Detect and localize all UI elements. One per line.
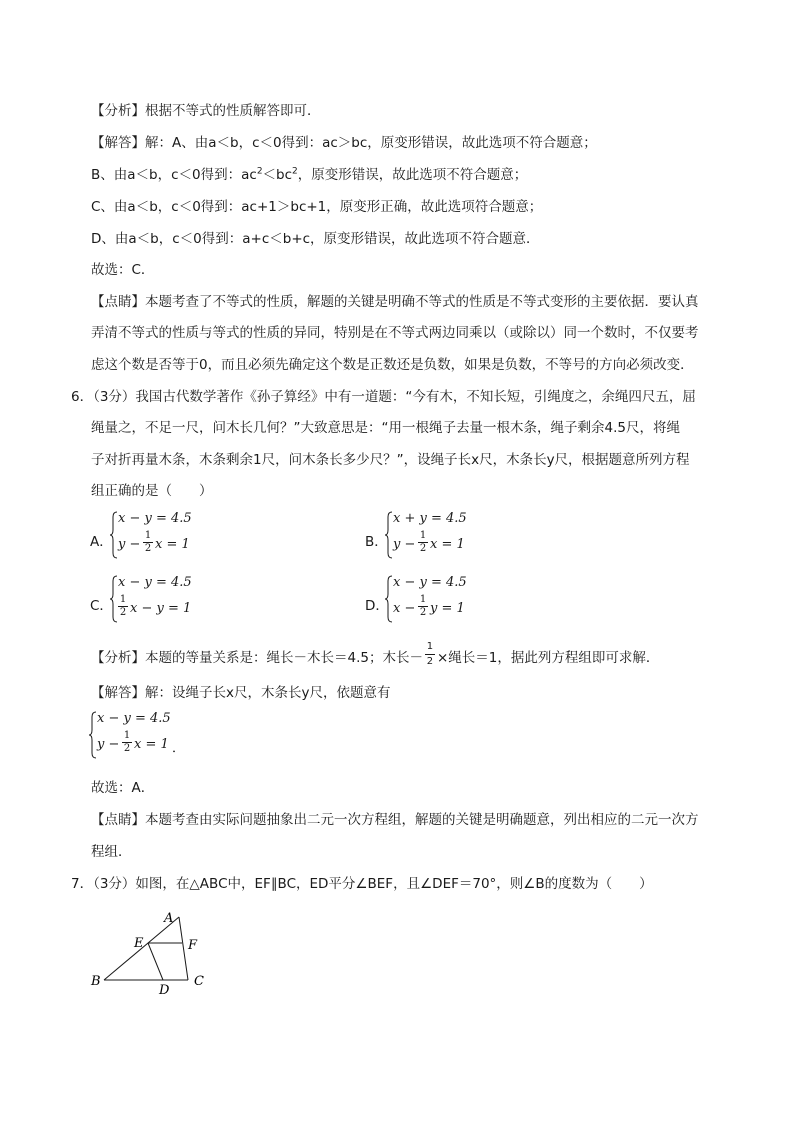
q5-option-b-analysis bbox=[91, 165, 527, 185]
analysis-text-2: ×绳长＝1，据此列方程组即可求解． bbox=[436, 650, 660, 666]
point-label-d: D bbox=[159, 983, 170, 998]
equation-1: x + y = 4.5 bbox=[393, 511, 467, 526]
fraction-one-half bbox=[423, 641, 437, 668]
equation-2-part-1: y − bbox=[97, 737, 120, 752]
option-d-label: D． bbox=[365, 598, 389, 614]
q5-analysis: 【分析】根据不等式的性质解答即可． bbox=[91, 103, 321, 119]
option-c-equation-system bbox=[110, 574, 210, 624]
option-a-analysis: A、由a＜b，c＜0得到：ac＞bc，原变形错误，故此选项不符合题意； bbox=[172, 135, 597, 151]
brace-icon bbox=[385, 510, 393, 560]
fraction-one-half bbox=[418, 531, 428, 554]
exponent: 2 bbox=[292, 166, 298, 177]
fraction-numerator: 1 bbox=[123, 730, 131, 741]
fraction-denominator: 2 bbox=[123, 743, 131, 754]
equation-2: x − y = 1 bbox=[130, 601, 192, 616]
fraction-numerator: 1 bbox=[419, 594, 427, 605]
fraction-numerator: 1 bbox=[119, 594, 127, 605]
fraction-denominator: 2 bbox=[426, 656, 434, 667]
q5-option-c-analysis: C、由a＜b，c＜0得到：ac+1＞bc+1，原变形正确，故此选项符合题意； bbox=[91, 199, 543, 215]
fraction-one-half bbox=[122, 731, 132, 754]
q7-stem: 7．（3分）如图，在△ABC中，EF∥BC，ED平分∠BEF，且∠DEF＝70°，则∠B的度数为（ ） bbox=[71, 876, 653, 892]
equation-2-part-2: x = 1 bbox=[155, 537, 190, 552]
q6-comment-line-2: 程组． bbox=[91, 844, 132, 860]
triangle-figure bbox=[80, 905, 220, 1000]
q6-stem-line-3: 子对折再量木条，木条剩余1尺，问木条长多少尺？”，设绳子长x尺，木条长y尺，根据题意所列方程 bbox=[91, 452, 690, 468]
q5-choice: 故选：C． bbox=[91, 262, 155, 278]
sentence-end: ． bbox=[172, 741, 186, 756]
option-b-text-1: B、由a＜b，c＜0得到：ac bbox=[91, 167, 257, 183]
exponent: 2 bbox=[256, 166, 263, 177]
fraction-numerator: 1 bbox=[419, 530, 427, 541]
q6-analysis bbox=[91, 641, 660, 668]
fraction-bar bbox=[425, 654, 435, 655]
option-a-label: A． bbox=[90, 534, 113, 550]
q5-option-d-analysis: D、由a＜b，c＜0得到：a+c＜b+c，原变形错误，故此选项不符合题意． bbox=[91, 231, 540, 247]
segment-ac bbox=[179, 917, 188, 980]
equation-2-part-1: y − bbox=[118, 537, 141, 552]
fraction-denominator: 2 bbox=[119, 607, 127, 618]
q6-comment-line-1: 【点睛】本题考查由实际问题抽象出二元一次方程组，解题的关键是明确题意，列出相应的二元一次方 bbox=[91, 812, 699, 828]
option-a-equation-system bbox=[110, 510, 210, 560]
fraction-denominator: 2 bbox=[419, 607, 427, 618]
point-label-b: B bbox=[91, 974, 101, 989]
segment-ed bbox=[148, 943, 163, 980]
option-b-text-2: ＜bc bbox=[262, 167, 293, 183]
q6-choice: 故选：A． bbox=[91, 780, 155, 796]
brace-icon bbox=[110, 510, 118, 560]
fraction-denominator: 2 bbox=[144, 543, 152, 554]
brace-icon bbox=[89, 710, 97, 760]
point-label-a: A bbox=[164, 911, 174, 926]
fraction-stack bbox=[425, 642, 435, 667]
brace-icon bbox=[385, 574, 393, 624]
point-label-c: C bbox=[194, 974, 204, 989]
brace-icon bbox=[110, 574, 118, 624]
answer-intro: 【解答】解： bbox=[91, 135, 172, 151]
q6-solution-equation-system bbox=[89, 710, 209, 760]
option-d-equation-system bbox=[385, 574, 485, 624]
q5-answer-option-a bbox=[91, 133, 597, 153]
analysis-text-1: 【分析】本题的等量关系是：绳长－木长＝4.5；木长－ bbox=[91, 650, 423, 666]
q6-stem-line-2: 绳量之，不足一尺，问木长几何？”大致意思是：“用一根绳子去量一根木条，绳子剩余4.5尺，将绳 bbox=[91, 420, 680, 436]
point-label-f: F bbox=[188, 938, 198, 953]
point-label-e: E bbox=[134, 936, 144, 951]
equation-2-part-1: y − bbox=[393, 537, 416, 552]
equation-2-part-1: x − bbox=[393, 601, 416, 616]
equation-2-part-2: x = 1 bbox=[430, 537, 465, 552]
equation-2-part-2: y = 1 bbox=[430, 601, 465, 616]
q5-comment-line-2: 弄清不等式的性质与等式的性质的异同，特别是在不等式两边同乘以（或除以）同一个数时，不仅要考 bbox=[91, 325, 699, 341]
option-b-text-3: ，原变形错误，故此选项不符合题意； bbox=[297, 167, 528, 183]
fraction-one-half bbox=[143, 531, 153, 554]
equation-1: x − y = 4.5 bbox=[97, 711, 171, 726]
equation-1: x − y = 4.5 bbox=[393, 575, 467, 590]
fraction-numerator: 1 bbox=[426, 641, 434, 652]
fraction-one-half bbox=[118, 595, 128, 618]
option-b-label: B． bbox=[365, 534, 388, 550]
q6-stem-line-4: 组正确的是（ ） bbox=[91, 483, 213, 499]
fraction-numerator: 1 bbox=[144, 530, 152, 541]
fraction-denominator: 2 bbox=[419, 543, 427, 554]
equation-1: x − y = 4.5 bbox=[118, 575, 192, 590]
equation-1: x − y = 4.5 bbox=[118, 511, 192, 526]
equation-2-part-2: x = 1 bbox=[134, 737, 169, 752]
fraction-one-half bbox=[418, 595, 428, 618]
option-c-label: C． bbox=[90, 598, 113, 614]
q6-stem-line-1: 6．（3分）我国古代数学著作《孙子算经》中有一道题：“今有木，不知长短，引绳度之，余绳四尺五，屈 bbox=[71, 389, 696, 405]
q5-comment-line-3: 虑这个数是否等于0，而且必须先确定这个数是正数还是负数，如果是负数，不等号的方向必须改变． bbox=[91, 357, 694, 373]
option-b-equation-system bbox=[385, 510, 485, 560]
q5-comment-line-1: 【点睛】本题考查了不等式的性质，解题的关键是明确不等式的性质是不等式变形的主要依据．要认真 bbox=[91, 294, 699, 310]
q6-answer: 【解答】解：设绳子长x尺，木条长y尺，依题意有 bbox=[91, 685, 391, 701]
